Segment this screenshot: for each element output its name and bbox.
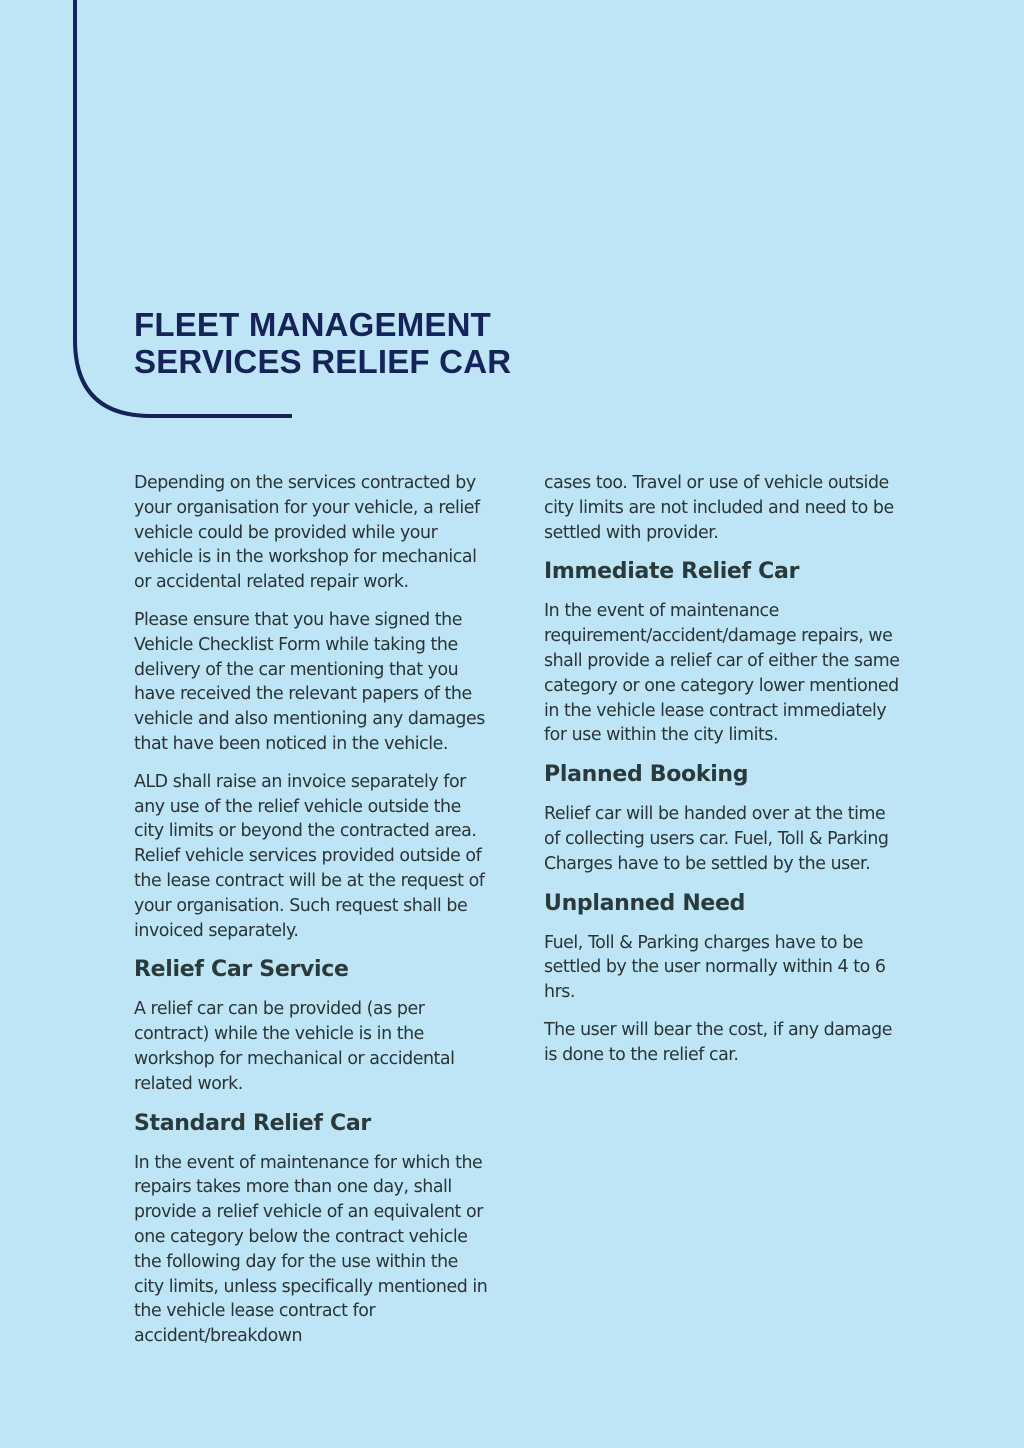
- title-line-1: FLEET MANAGEMENT: [134, 306, 492, 343]
- page-title: [134, 306, 654, 380]
- immediate-relief-car-heading: Immediate Relief Car: [544, 559, 800, 585]
- invoice-paragraph: ALD shall raise an invoice separately for any use of the relief vehicle outside the city limits or beyond the contracted area. Relief vehicle services provided outside of the lease contract will be at the request of your organisation. Such request shall be invoiced separately.: [134, 771, 485, 941]
- unplanned-need-text-1: Fuel, Toll & Parking charges have to be settled by the user normally within 4 to 6 hrs.: [544, 932, 886, 1003]
- intro-paragraph: Depending on the services contracted by your organisation for your vehicle, a relief vehicle could be provided while your vehicle is in the workshop for mechanical or accidental related repair work.: [134, 473, 480, 593]
- continuation-paragraph: cases too. Travel or use of vehicle outside city limits are not included and need to be settled with provider.: [544, 473, 894, 543]
- title-line-2: SERVICES RELIEF CAR: [134, 343, 512, 380]
- relief-car-service-heading: Relief Car Service: [134, 957, 349, 983]
- right-column: [544, 471, 904, 1081]
- unplanned-need-heading: Unplanned Need: [544, 890, 746, 916]
- planned-booking-text: Relief car will be handed over at the time of collecting users car. Fuel, Toll & Parking Charges have to be settled by the user.: [544, 804, 889, 874]
- relief-car-service-text: A relief car can be provided (as per contract) while the vehicle is in the workshop for mechanical or accidental related work.: [134, 999, 455, 1094]
- left-column: [134, 471, 490, 1362]
- planned-booking-heading: Planned Booking: [544, 762, 749, 788]
- standard-relief-car-heading: Standard Relief Car: [134, 1110, 371, 1136]
- checklist-paragraph: Please ensure that you have signed the Vehicle Checklist Form while taking the delivery of the car mentioning that you have received the relevant papers of the vehicle and also mentioning any damages that have been noticed in the vehicle.: [134, 609, 485, 754]
- unplanned-need-text-2: The user will bear the cost, if any damage is done to the relief car.: [544, 1019, 892, 1065]
- standard-relief-car-text: In the event of maintenance for which the repairs takes more than one day, shall provide a relief vehicle of an equivalent or one category below the contract vehicle the following day for the use within the city limits, unless specifically mentioned in the vehicle lease contract for accident/breakdown: [134, 1152, 488, 1347]
- immediate-relief-car-text: In the event of maintenance requirement/accident/damage repairs, we shall provide a relief car of either the same category or one category lower mentioned in the vehicle lease contract immediately for use within the city limits.: [544, 601, 900, 746]
